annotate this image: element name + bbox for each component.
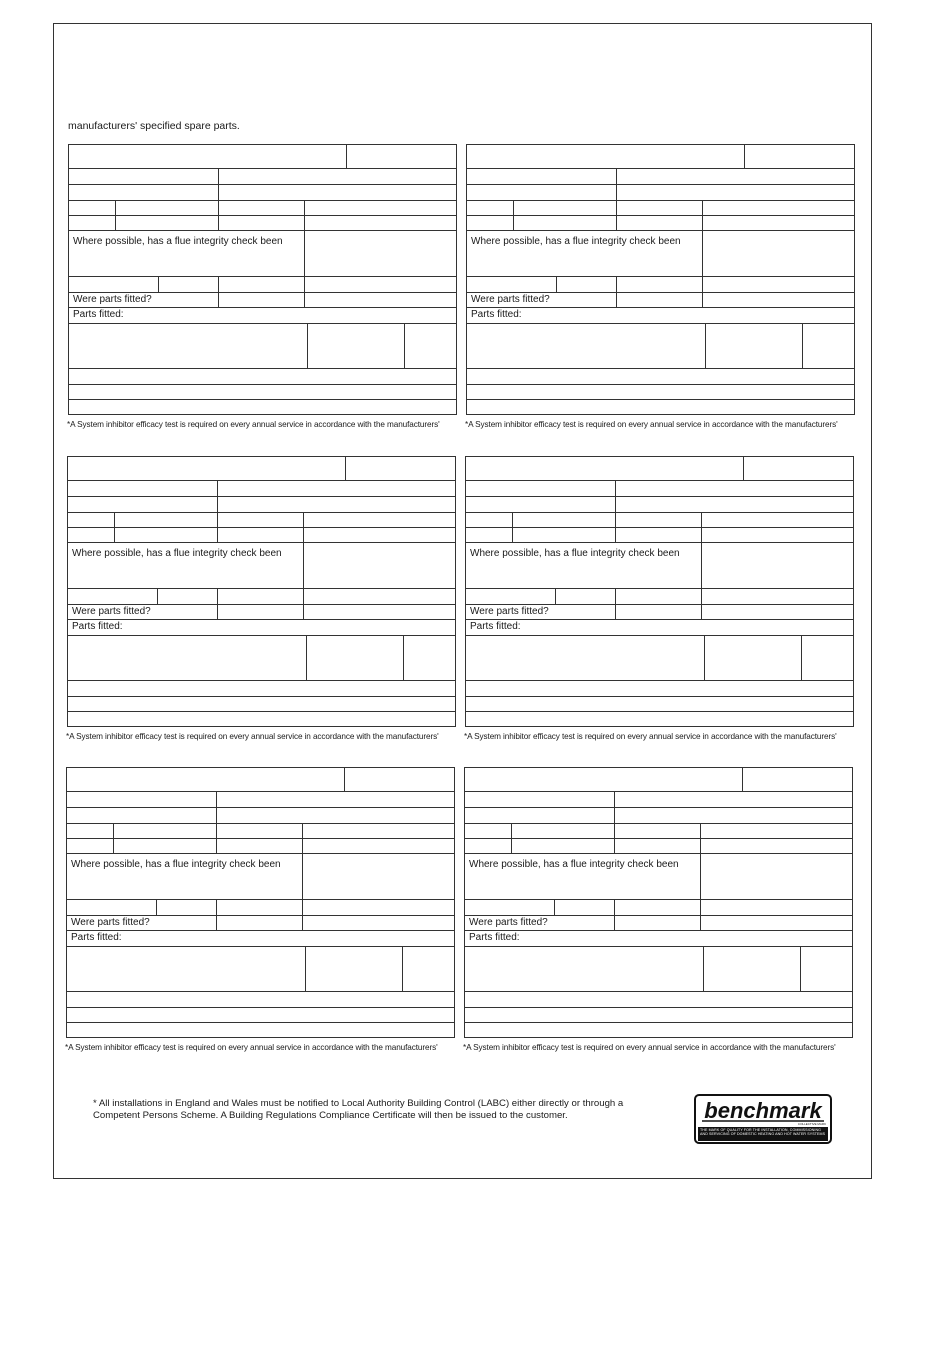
grid-line bbox=[465, 512, 854, 513]
grid-line bbox=[466, 276, 855, 277]
grid-line bbox=[345, 456, 346, 481]
grid-line bbox=[66, 930, 455, 931]
grid-line bbox=[801, 635, 802, 681]
grid-line bbox=[555, 588, 556, 605]
logo-subtitle: COLLECTIVE MARK bbox=[797, 1122, 827, 1126]
dotted-line bbox=[67, 1022, 454, 1023]
grid-line bbox=[702, 230, 703, 277]
grid-line bbox=[67, 456, 456, 457]
grid-line bbox=[464, 946, 853, 947]
grid-line bbox=[556, 276, 557, 293]
grid-line bbox=[216, 823, 217, 854]
grid-line bbox=[67, 635, 456, 636]
grid-line bbox=[464, 767, 853, 768]
parts-fitted-question: Were parts fitted? bbox=[73, 294, 152, 305]
intro-text: manufacturers' specified spare parts. bbox=[68, 120, 240, 132]
dotted-line bbox=[68, 696, 455, 697]
grid-line bbox=[466, 368, 855, 369]
grid-line bbox=[68, 307, 457, 308]
grid-line bbox=[466, 200, 855, 201]
grid-line bbox=[68, 323, 457, 324]
parts-fitted-label: Parts fitted: bbox=[72, 621, 123, 632]
grid-line bbox=[66, 899, 455, 900]
grid-line bbox=[67, 604, 456, 605]
grid-line bbox=[464, 838, 853, 839]
flue-check-label: Where possible, has a flue integrity check been bbox=[469, 859, 679, 870]
grid-line bbox=[742, 767, 743, 792]
grid-line bbox=[464, 930, 853, 931]
parts-fitted-label: Parts fitted: bbox=[71, 932, 122, 943]
grid-line bbox=[66, 853, 455, 854]
grid-line bbox=[66, 915, 455, 916]
grid-line bbox=[464, 991, 853, 992]
grid-line bbox=[616, 168, 617, 201]
dotted-line bbox=[466, 696, 853, 697]
grid-line bbox=[466, 414, 855, 415]
grid-line bbox=[216, 791, 217, 824]
grid-line bbox=[802, 323, 803, 369]
grid-line bbox=[306, 635, 307, 681]
grid-line bbox=[346, 144, 347, 169]
grid-line bbox=[466, 230, 855, 231]
dotted-line bbox=[69, 399, 456, 400]
grid-line bbox=[67, 480, 456, 481]
grid-line bbox=[67, 542, 456, 543]
grid-line bbox=[465, 604, 854, 605]
grid-line bbox=[701, 512, 702, 543]
grid-line bbox=[616, 276, 617, 308]
grid-line bbox=[554, 899, 555, 916]
parts-fitted-question: Were parts fitted? bbox=[470, 606, 549, 617]
grid-line bbox=[66, 823, 455, 824]
grid-line bbox=[218, 200, 219, 231]
grid-line bbox=[615, 512, 616, 543]
dotted-line bbox=[467, 384, 854, 385]
grid-line bbox=[465, 588, 854, 589]
grid-line bbox=[464, 915, 853, 916]
lab-footnote: * All installations in England and Wales must be notified to Local Authority Building Control (LABC) either directly or through a Competent Persons Scheme. A Building Regulations Compliance Certificate will then be issued to the customer. bbox=[93, 1098, 624, 1121]
grid-line bbox=[466, 168, 855, 169]
grid-line bbox=[464, 853, 853, 854]
grid-line bbox=[700, 899, 701, 931]
grid-line bbox=[403, 635, 404, 681]
grid-line bbox=[513, 200, 514, 231]
service-record-card[interactable] bbox=[67, 456, 456, 727]
grid-line bbox=[616, 200, 617, 231]
grid-line bbox=[465, 542, 854, 543]
grid-line bbox=[216, 899, 217, 931]
dotted-line bbox=[68, 711, 455, 712]
grid-line bbox=[66, 767, 455, 768]
grid-line bbox=[344, 767, 345, 792]
grid-line bbox=[114, 512, 115, 543]
grid-line bbox=[67, 619, 456, 620]
grid-line bbox=[302, 899, 303, 931]
grid-line bbox=[66, 791, 455, 792]
grid-line bbox=[218, 276, 219, 308]
grid-line bbox=[307, 323, 308, 369]
grid-line bbox=[67, 512, 456, 513]
parts-fitted-label: Parts fitted: bbox=[470, 621, 521, 632]
flue-check-label: Where possible, has a flue integrity check been bbox=[470, 548, 680, 559]
grid-line bbox=[465, 496, 854, 497]
grid-line bbox=[66, 1037, 455, 1038]
inhibitor-note: *A System inhibitor efficacy test is required on every annual service in accordance with the manufacturers' bbox=[463, 1043, 836, 1052]
grid-line bbox=[512, 512, 513, 543]
grid-line bbox=[466, 144, 855, 145]
grid-line bbox=[700, 853, 701, 900]
grid-line bbox=[466, 184, 855, 185]
flue-check-label: Where possible, has a flue integrity check been bbox=[72, 548, 282, 559]
grid-line bbox=[704, 635, 705, 681]
grid-line bbox=[465, 527, 854, 528]
grid-line bbox=[466, 215, 855, 216]
grid-line bbox=[302, 853, 303, 900]
grid-line bbox=[217, 588, 218, 620]
grid-line bbox=[303, 542, 304, 589]
grid-line bbox=[700, 823, 701, 854]
grid-line bbox=[68, 144, 457, 145]
benchmark-logo bbox=[694, 1094, 832, 1144]
parts-fitted-label: Parts fitted: bbox=[73, 309, 124, 320]
grid-line bbox=[465, 635, 854, 636]
grid-line bbox=[68, 168, 457, 169]
dotted-line bbox=[465, 1022, 852, 1023]
dotted-line bbox=[467, 399, 854, 400]
grid-line bbox=[466, 323, 855, 324]
dotted-line bbox=[69, 384, 456, 385]
dotted-line bbox=[465, 1007, 852, 1008]
logo-wordmark: benchmark bbox=[704, 1098, 822, 1123]
grid-line bbox=[703, 946, 704, 992]
grid-line bbox=[800, 946, 801, 992]
inhibitor-note: *A System inhibitor efficacy test is required on every annual service in accordance with the manufacturers' bbox=[66, 732, 439, 741]
grid-line bbox=[68, 230, 457, 231]
service-record-card[interactable] bbox=[465, 456, 854, 727]
grid-line bbox=[303, 588, 304, 620]
grid-line bbox=[465, 480, 854, 481]
grid-line bbox=[465, 726, 854, 727]
grid-line bbox=[465, 456, 854, 457]
grid-line bbox=[67, 588, 456, 589]
grid-line bbox=[615, 588, 616, 620]
flue-check-label: Where possible, has a flue integrity check been bbox=[73, 236, 283, 247]
grid-line bbox=[113, 823, 114, 854]
service-record-card[interactable] bbox=[66, 767, 455, 1038]
grid-line bbox=[702, 200, 703, 231]
grid-line bbox=[66, 838, 455, 839]
grid-line bbox=[67, 496, 456, 497]
grid-line bbox=[217, 512, 218, 543]
flue-check-label: Where possible, has a flue integrity check been bbox=[471, 236, 681, 247]
grid-line bbox=[615, 480, 616, 513]
parts-fitted-question: Were parts fitted? bbox=[72, 606, 151, 617]
grid-line bbox=[304, 230, 305, 277]
grid-line bbox=[701, 588, 702, 620]
service-record-card[interactable] bbox=[466, 144, 855, 415]
grid-line bbox=[68, 276, 457, 277]
parts-fitted-question: Were parts fitted? bbox=[71, 917, 150, 928]
grid-line bbox=[158, 276, 159, 293]
grid-line bbox=[464, 807, 853, 808]
grid-line bbox=[68, 292, 457, 293]
logo-tagline: THE MARK OF QUALITY FOR THE INSTALLATION, COMMISSIONING AND SERVICING OF DOMESTIC HEATING AND HOT WATER SYSTEMS bbox=[700, 1128, 826, 1137]
parts-fitted-question: Were parts fitted? bbox=[471, 294, 550, 305]
grid-line bbox=[67, 680, 456, 681]
grid-line bbox=[744, 144, 745, 169]
grid-line bbox=[466, 307, 855, 308]
grid-line bbox=[305, 946, 306, 992]
service-record-card[interactable] bbox=[68, 144, 457, 415]
grid-line bbox=[304, 200, 305, 231]
grid-line bbox=[68, 200, 457, 201]
dotted-line bbox=[466, 711, 853, 712]
inhibitor-note: *A System inhibitor efficacy test is required on every annual service in accordance with the manufacturers' bbox=[67, 420, 440, 429]
grid-line bbox=[68, 414, 457, 415]
parts-fitted-question: Were parts fitted? bbox=[469, 917, 548, 928]
grid-line bbox=[702, 276, 703, 308]
parts-fitted-label: Parts fitted: bbox=[471, 309, 522, 320]
grid-line bbox=[466, 292, 855, 293]
grid-line bbox=[465, 680, 854, 681]
grid-line bbox=[511, 823, 512, 854]
grid-line bbox=[303, 512, 304, 543]
inhibitor-note: *A System inhibitor efficacy test is required on every annual service in accordance with the manufacturers' bbox=[464, 732, 837, 741]
grid-line bbox=[68, 368, 457, 369]
flue-check-label: Where possible, has a flue integrity check been bbox=[71, 859, 281, 870]
grid-line bbox=[68, 215, 457, 216]
grid-line bbox=[614, 791, 615, 824]
inhibitor-note: *A System inhibitor efficacy test is required on every annual service in accordance with the manufacturers' bbox=[465, 420, 838, 429]
grid-line bbox=[614, 823, 615, 854]
grid-line bbox=[464, 823, 853, 824]
grid-line bbox=[614, 899, 615, 931]
parts-fitted-label: Parts fitted: bbox=[469, 932, 520, 943]
service-record-card[interactable] bbox=[464, 767, 853, 1038]
grid-line bbox=[67, 527, 456, 528]
grid-line bbox=[465, 619, 854, 620]
dotted-line bbox=[67, 1007, 454, 1008]
inhibitor-note: *A System inhibitor efficacy test is required on every annual service in accordance with the manufacturers' bbox=[65, 1043, 438, 1052]
grid-line bbox=[218, 168, 219, 201]
grid-line bbox=[68, 184, 457, 185]
grid-line bbox=[743, 456, 744, 481]
grid-line bbox=[464, 791, 853, 792]
grid-line bbox=[157, 588, 158, 605]
grid-line bbox=[67, 726, 456, 727]
grid-line bbox=[464, 1037, 853, 1038]
grid-line bbox=[115, 200, 116, 231]
grid-line bbox=[66, 946, 455, 947]
grid-line bbox=[156, 899, 157, 916]
grid-line bbox=[404, 323, 405, 369]
grid-line bbox=[464, 899, 853, 900]
grid-line bbox=[402, 946, 403, 992]
grid-line bbox=[304, 276, 305, 308]
grid-line bbox=[217, 480, 218, 513]
grid-line bbox=[701, 542, 702, 589]
grid-line bbox=[66, 991, 455, 992]
grid-line bbox=[705, 323, 706, 369]
grid-line bbox=[302, 823, 303, 854]
grid-line bbox=[66, 807, 455, 808]
